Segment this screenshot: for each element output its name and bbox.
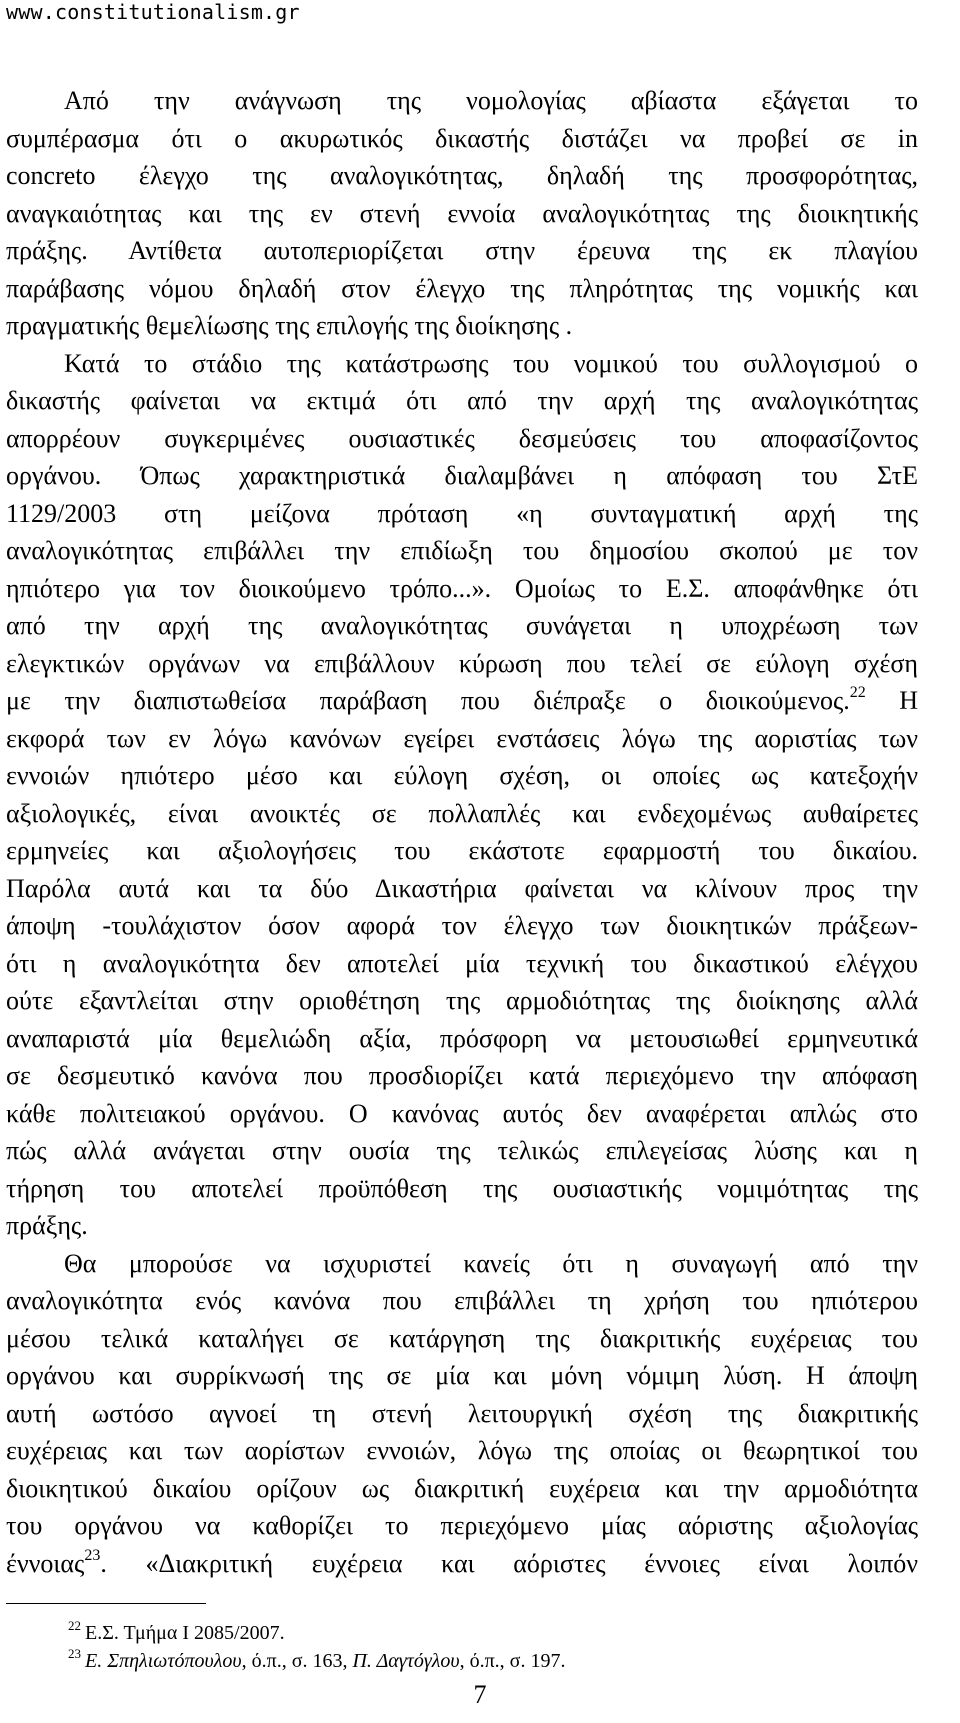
text-line: ελεγκτικών οργάνων να επιβάλλουν κύρωση που τελεί σε εύλογη σχέση — [6, 648, 918, 678]
text-line: Παρόλα αυτά και τα δύο Δικαστήρια φαίνεται να κλίνουν προς την — [6, 873, 918, 903]
text-line: αυτή ωστόσο αγνοεί τη στενή λειτουργική σχέση της διακριτικής — [6, 1398, 918, 1428]
text-line: απορρέουν συγκεριμένες ουσιαστικές δεσμεύσεις του αποφασίζοντος — [6, 423, 918, 453]
text-line: αναλογικότητας επιβάλλει την επιδίωξη του δημοσίου σκοπού με τον — [6, 536, 918, 565]
author-name: Ε. Σπηλιωτόπουλου — [85, 1650, 242, 1672]
text-line: αναλογικότητα ενός κανόνα που επιβάλλει τη χρήση του ηπιότερου — [6, 1286, 918, 1315]
text-line: οργάνου και συρρίκνωσή της σε μία και μόνη νόμιμη λύση. Η άποψη — [6, 1361, 918, 1390]
text-line: ούτε εξαντλείται στην οριοθέτηση της αρμοδιότητας της διοίκησης αλλά — [6, 986, 918, 1015]
footnote-separator — [6, 1603, 206, 1604]
text-line: Κατά το στάδιο της κατάστρωσης του νομικού του συλλογισμού ο — [64, 348, 918, 378]
footnote-ref-22[interactable]: 22 — [849, 684, 866, 701]
text-line: ότι η αναλογικότητα δεν αποτελεί μία τεχνική του δικαστικού ελέγχου — [6, 948, 918, 978]
text-line: αξιολογικές, είναι ανοικτές σε πολλαπλές και ενδεχομένως αυθαίρετες — [6, 798, 918, 828]
footnote-ref-23[interactable]: 23 — [84, 1546, 101, 1564]
footnote-text: , ό.π., σ. 197. — [459, 1650, 566, 1672]
text-span: Η — [865, 686, 918, 715]
text-line: του οργάνου να καθορίζει το περιεχόμενο μίας αόριστης αξιολογίας — [6, 1511, 918, 1540]
text-span: . «Διακριτική ευχέρεια και αόριστες έννοιες είναι λοιπόν — [100, 1548, 918, 1578]
author-name: Π. Δαγτόγλου — [352, 1650, 460, 1672]
text-span: έννοιας — [6, 1548, 85, 1578]
text-line — [6, 682, 918, 720]
text-line: ηπιότερο για τον διοικούμενο τρόπο...». Ομοίως το Ε.Σ. αποφάνθηκε ότι — [6, 573, 918, 603]
text-line: δικαστής φαίνεται να εκτιμά ότι από την αρχή της αναλογικότητας — [6, 386, 918, 415]
text-line: εκφορά των εν λόγω κανόνων εγείρει ενστάσεις λόγω της αοριστίας των — [6, 723, 918, 753]
text-line: ευχέρειας και των αορίστων εννοιών, λόγω της οποίας οι θεωρητικοί του — [6, 1436, 918, 1465]
text-line — [6, 1545, 918, 1583]
footnotes — [68, 1619, 918, 1675]
text-line: διοικητικού δικαίου ορίζουν ως διακριτική ευχέρεια και την αρμοδιότητα — [6, 1473, 918, 1503]
body-text — [6, 82, 918, 1582]
text-line: Από την ανάγνωση της νομολογίας αβίαστα εξάγεται το — [64, 86, 918, 115]
text-line: πώς αλλά ανάγεται στην ουσία της τελικώς επιλεγείσας λύσης και η — [6, 1136, 918, 1165]
text-line: σε δεσμευτικό κανόνα που προσδιορίζει κατά περιεχόμενο την απόφαση — [6, 1061, 918, 1090]
text-line: ερμηνείες και αξιολογήσεις του εκάστοτε εφαρμοστή του δικαίου. — [6, 836, 918, 865]
text-line: αναγκαιότητας και της εν στενή εννοία αναλογικότητας της διοικητικής — [6, 198, 918, 228]
text-line: τήρηση του αποτελεί προϋπόθεση της ουσιαστικής νομιμότητας της — [6, 1173, 918, 1203]
footnote-22 — [68, 1619, 918, 1647]
site-url[interactable]: www.constitutionalism.gr — [6, 0, 300, 24]
text-line: παράβασης νόμου δηλαδή στον έλεγχο της πληρότητας της νομικής και — [6, 273, 918, 303]
text-line: εννοιών ηπιότερο μέσο και εύλογη σχέση, οι οποίες ως κατεξοχήν — [6, 761, 918, 790]
text-line: πραγματικής θεμελίωσης της επιλογής της διοίκησης . — [6, 311, 573, 340]
text-line: μέσου τελικά καταλήγει σε κατάργηση της διακριτικής ευχέρειας του — [6, 1323, 918, 1353]
text-span: με την διαπιστωθείσα παράβαση που διέπραξε ο διοικούμενος. — [6, 686, 850, 715]
text-line: concreto έλεγχο της αναλογικότητας, δηλαδή της προσφορότητας, — [6, 161, 918, 190]
text-line: πράξης. Αντίθετα αυτοπεριορίζεται στην έρευνα της εκ πλαγίου — [6, 236, 918, 265]
text-line: από την αρχή της αναλογικότητας συνάγεται η υποχρέωση των — [6, 611, 918, 640]
text-line: Θα μπορούσε να ισχυριστεί κανείς ότι η συναγωγή από την — [64, 1248, 918, 1278]
footnote-marker: 23 — [68, 1646, 81, 1661]
text-line: 1129/2003 στη μείζονα πρόταση «η συνταγματική αρχή της — [6, 498, 918, 528]
text-line: συμπέρασμα ότι ο ακυρωτικός δικαστής διστάζει να προβεί σε in — [6, 123, 918, 153]
footnote-marker: 22 — [68, 1618, 81, 1633]
page-number: 7 — [473, 1680, 487, 1709]
text-line: κάθε πολιτειακού οργάνου. Ο κανόνας αυτός δεν αναφέρεται απλώς στο — [6, 1098, 918, 1128]
footnote-text: , ό.π., σ. 163, — [241, 1650, 353, 1672]
footnote-23 — [68, 1647, 918, 1675]
text-line: πράξης. — [6, 1211, 88, 1240]
text-line: άποψη -τουλάχιστον όσον αφορά τον έλεγχο των διοικητικών πράξεων- — [6, 911, 918, 940]
text-line: αναπαριστά μία θεμελιώδη αξία, πρόσφορη να μετουσιωθεί ερμηνευτικά — [6, 1023, 918, 1053]
text-line: οργάνου. Όπως χαρακτηριστικά διαλαμβάνει η απόφαση του ΣτΕ — [6, 461, 918, 490]
footnote-text: Ε.Σ. Τμήμα Ι 2085/2007. — [85, 1622, 285, 1644]
